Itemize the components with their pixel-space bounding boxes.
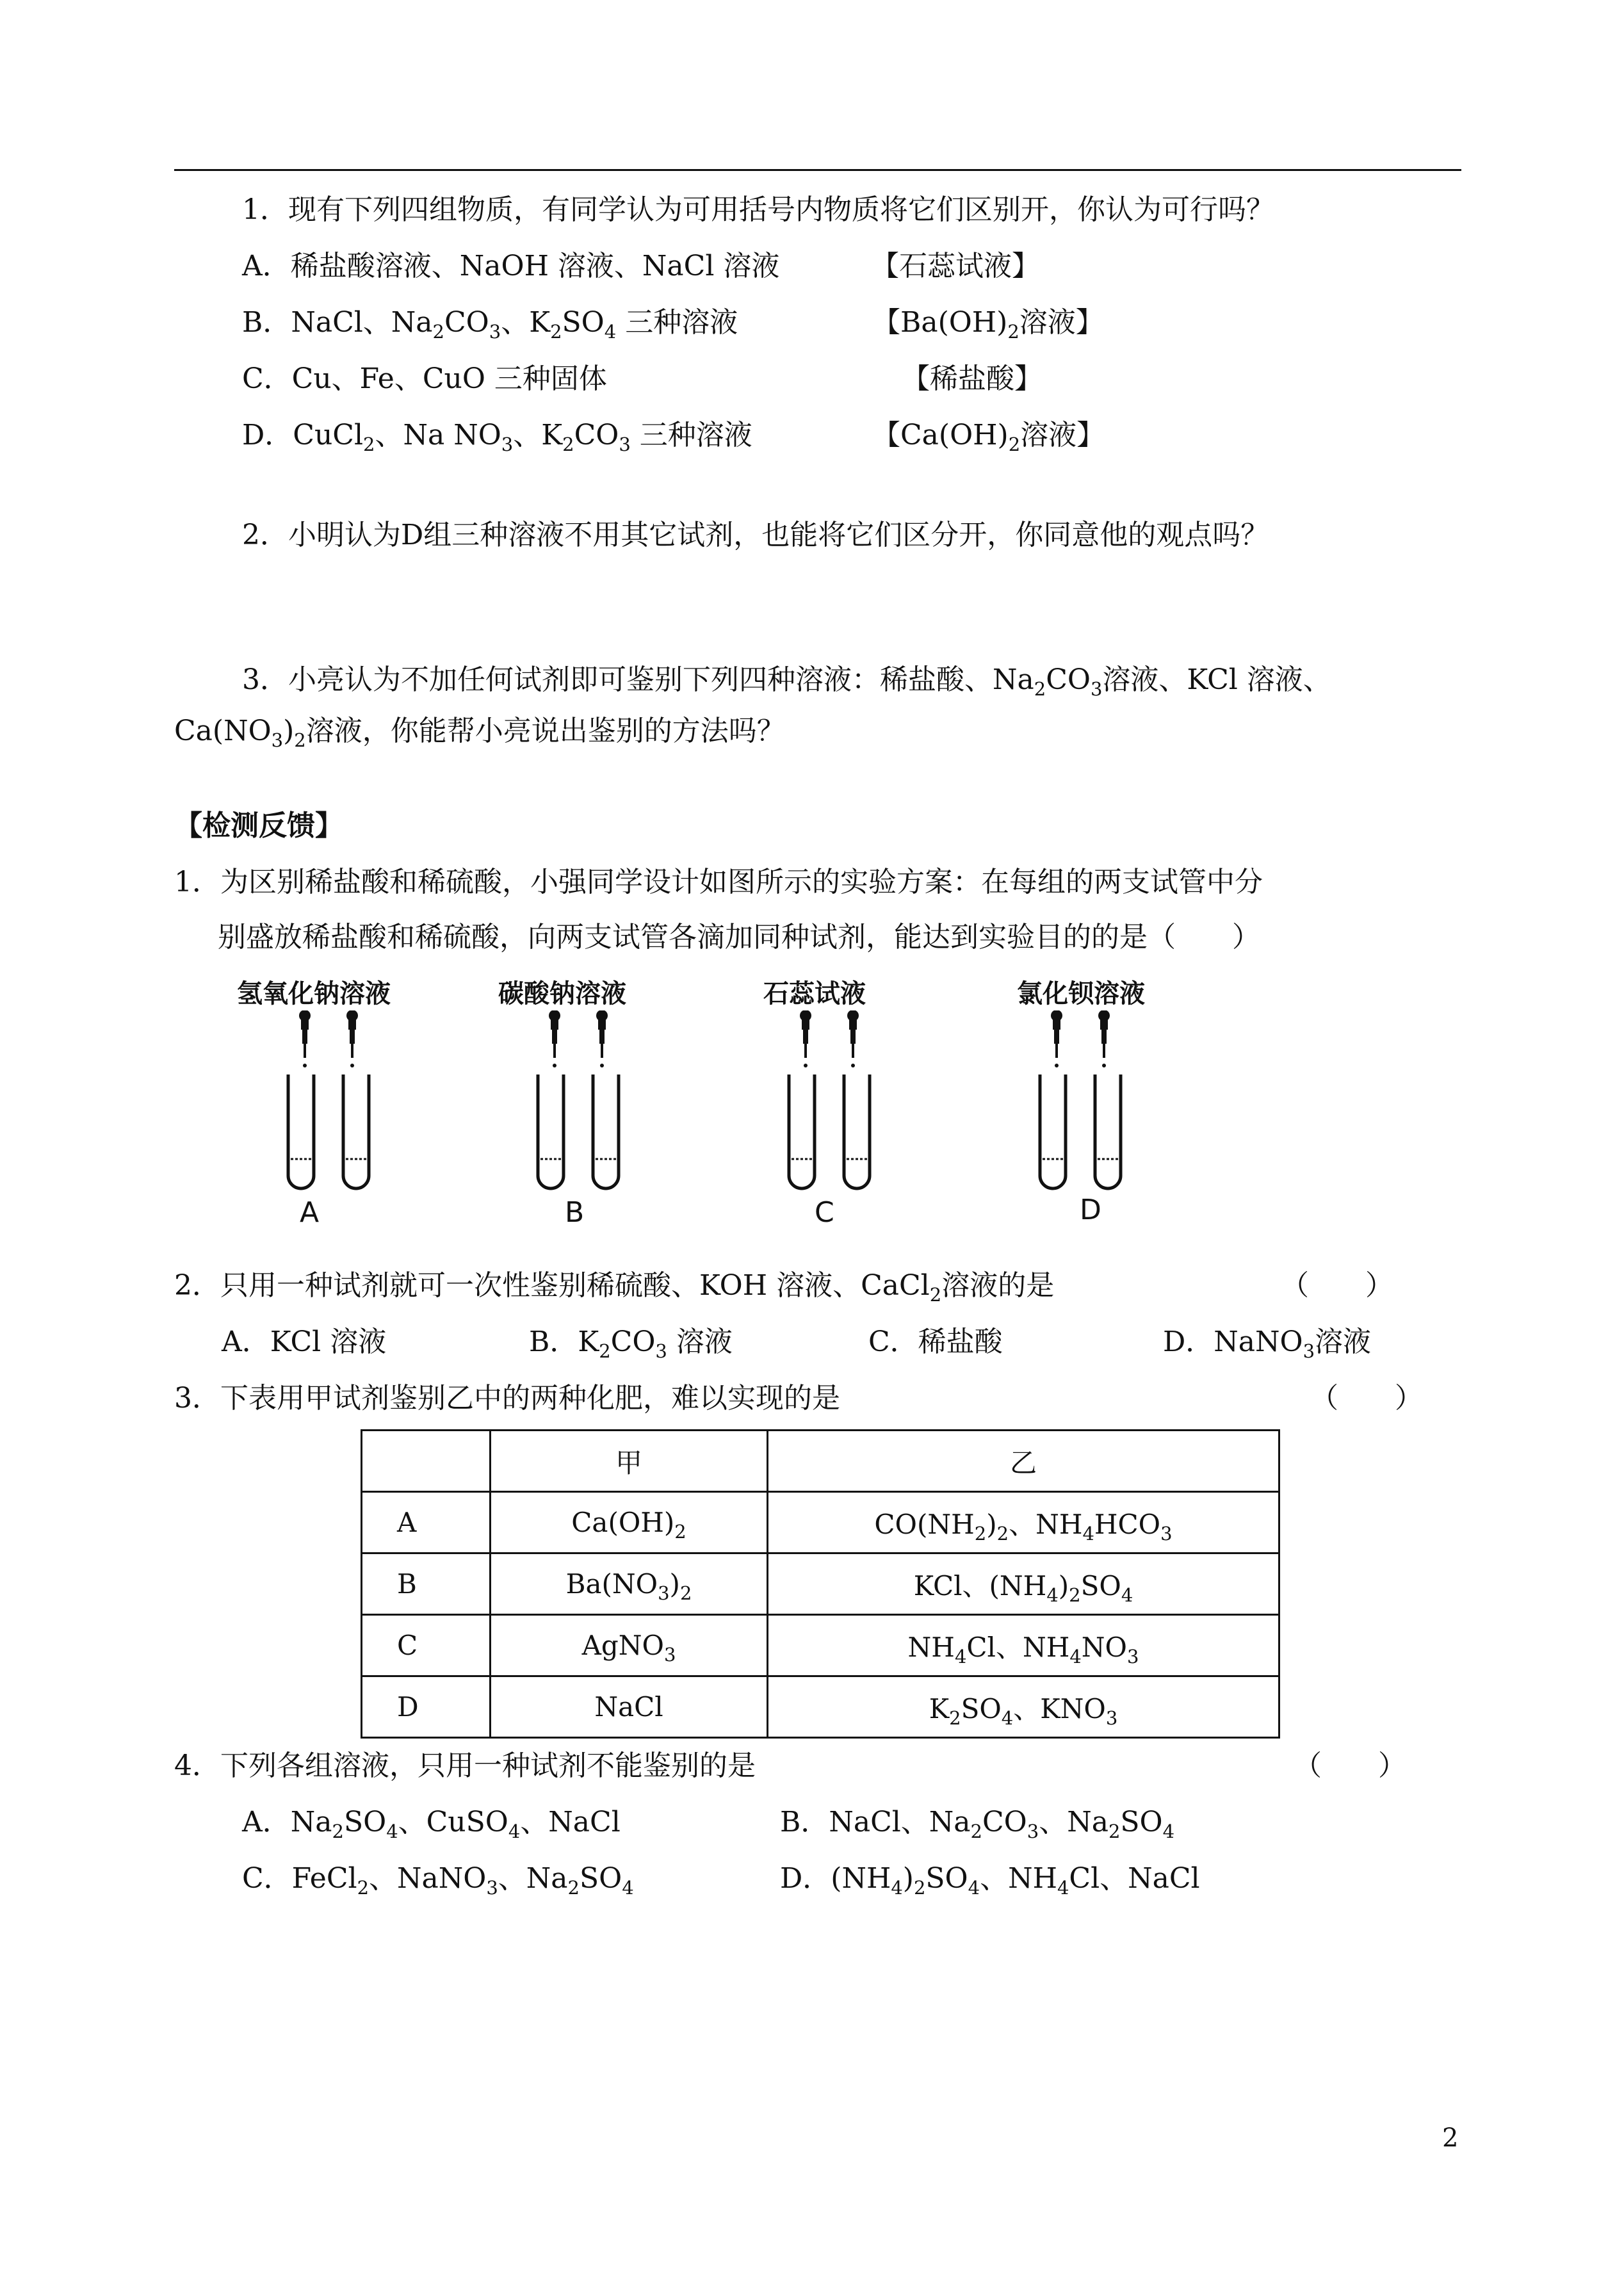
row-reagent: $Ca(OH)_2$	[491, 1492, 768, 1553]
row-label: A	[362, 1492, 491, 1553]
fb-q2-option-a: A．KCl 溶液	[222, 1326, 387, 1358]
page-number: 2	[1442, 2123, 1459, 2153]
q1-option-c-reagent: 【稀盐酸】	[902, 362, 1043, 395]
table-header-yi: 乙	[768, 1431, 1279, 1492]
fb-q2-option-c: C．稀盐酸	[868, 1326, 1003, 1358]
row-label: B	[362, 1553, 491, 1615]
test-tubes-drawing	[237, 1010, 1185, 1228]
tube-pair-a	[288, 1010, 369, 1188]
q1-option-c: C．Cu、Fe、CuO 三种固体	[242, 362, 607, 395]
q1-option-b-reagent: 【$Ba(OH)_2$溶液】	[872, 306, 1104, 343]
fb-q2-stem: 2．只用一种试剂就可一次性鉴别稀硫酸、KOH 溶液、CaCl$_2$溶液的是	[174, 1269, 1055, 1306]
fb-q4-stem: 4．下列各组溶液，只用一种试剂不能鉴别的是	[174, 1749, 756, 1782]
row-label: D	[362, 1676, 491, 1738]
table-row	[362, 1553, 1279, 1615]
q3-line-1: 3．小亮认为不加任何试剂即可鉴别下列四种溶液：稀盐酸、$Na_2CO_3$溶液、KCl 溶液、	[242, 663, 1331, 700]
row-fertilizers: $CO(NH_2)_2$、$NH_4HCO_3$	[768, 1492, 1279, 1553]
table-row	[362, 1676, 1279, 1738]
q1-option-d: D．CuCl$_2$、Na $NO_3$、$K_2CO_3$ 三种溶液	[242, 419, 752, 455]
q2-text: 2．小明认为D组三种溶液不用其它试剂，也能将它们区分开，你同意他的观点吗？	[242, 519, 1269, 551]
row-fertilizers: $K_2SO_4$、$KNO_3$	[768, 1676, 1279, 1738]
table-header-jia: 甲	[491, 1431, 768, 1492]
q1-stem: 1．现有下列四组物质，有同学认为可用括号内物质将它们区别开，你认为可行吗？	[242, 193, 1274, 226]
tube-pair-b	[538, 1010, 619, 1188]
tube-letter-a: A	[300, 1196, 320, 1229]
tube-label-c: 石蕊试液	[763, 979, 866, 1009]
row-reagent: AgNO$_3$	[491, 1615, 768, 1676]
fb-q4-paren: （ ）	[1294, 1749, 1406, 1782]
row-fertilizers: KCl、$(NH_4)_2SO_4$	[768, 1553, 1279, 1615]
tube-letter-d: D	[1080, 1194, 1101, 1226]
tube-letter-c: C	[815, 1196, 834, 1229]
fb-q1-line-2: 别盛放稀盐酸和稀硫酸，向两支试管各滴加同种试剂，能达到实验目的的是（ ）	[218, 921, 1260, 953]
feedback-heading: 【检测反馈】	[174, 809, 343, 842]
table-header-row	[362, 1431, 1279, 1492]
tube-label-a: 氢氧化钠溶液	[237, 979, 391, 1009]
fb-q4-option-d: D．$(NH_4)_2SO_4$、$NH_4Cl$、NaCl	[780, 1862, 1200, 1899]
row-reagent: NaCl	[491, 1676, 768, 1738]
fb-q4-option-b: B．NaCl、$Na_2CO_3$、$Na_2SO_4$	[780, 1806, 1175, 1842]
tube-pair-c	[789, 1010, 870, 1188]
test-tube-figure	[237, 973, 1185, 1242]
fb-q2-option-d: D．NaNO$_3$溶液	[1163, 1326, 1372, 1362]
row-label: C	[362, 1615, 491, 1676]
header-rule	[174, 169, 1461, 171]
q1-option-b: B．NaCl、$Na_2CO_3$、$K_2SO_4$ 三种溶液	[242, 306, 738, 343]
q1-option-a-reagent: 【石蕊试液】	[871, 250, 1040, 282]
fb-q2-paren: （ ）	[1281, 1269, 1393, 1302]
fb-q2-option-b: B．$K_2CO_3$ 溶液	[529, 1326, 733, 1362]
fb-q3-stem: 3．下表用甲试剂鉴别乙中的两种化肥，难以实现的是	[174, 1382, 840, 1415]
fb-q4-option-c: C．FeCl$_2$、NaNO$_3$、$Na_2SO_4$	[242, 1862, 634, 1899]
fb-q1-line-1: 1．为区别稀盐酸和稀硫酸，小强同学设计如图所示的实验方案：在每组的两支试管中分	[174, 866, 1263, 898]
tube-label-b: 碳酸钠溶液	[498, 979, 626, 1009]
fb-q4-option-a: A．$Na_2SO_4$、CuSO$_4$、NaCl	[242, 1806, 621, 1842]
tube-label-d: 氯化钡溶液	[1017, 979, 1145, 1009]
reagent-table	[361, 1429, 1280, 1739]
q1-option-a: A．稀盐酸溶液、NaOH 溶液、NaCl 溶液	[242, 250, 780, 282]
q1-option-d-reagent: 【$Ca(OH)_2$溶液】	[872, 419, 1105, 455]
table-row	[362, 1492, 1279, 1553]
table-header-blank	[362, 1431, 491, 1492]
fb-q3-paren: （ ）	[1310, 1382, 1423, 1415]
tube-pair-d	[1040, 1010, 1121, 1188]
q3-line-2: $Ca(NO_3)_2$溶液，你能帮小亮说出鉴别的方法吗？	[174, 715, 785, 751]
row-fertilizers: $NH_4Cl$、$NH_4NO_3$	[768, 1615, 1279, 1676]
tube-letter-b: B	[565, 1196, 585, 1229]
table-row	[362, 1615, 1279, 1676]
row-reagent: $Ba(NO_3)_2$	[491, 1553, 768, 1615]
